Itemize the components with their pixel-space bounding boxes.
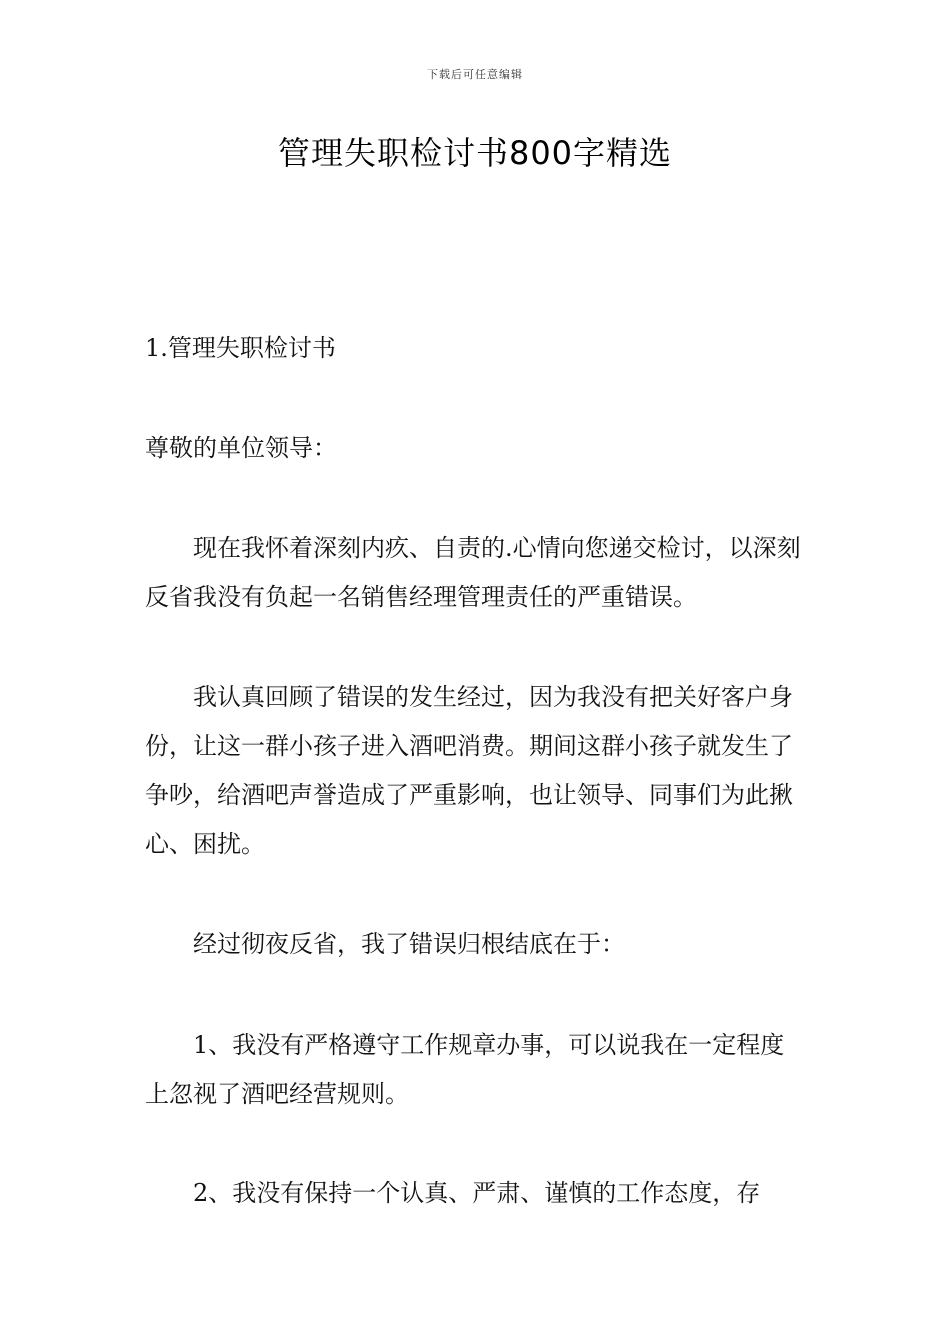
salutation: 尊敬的单位领导： xyxy=(145,434,337,462)
paragraph-2: 我认真回顾了错误的发生经过，因为我没有把关好客户身份，让这一群小孩子进入酒吧消费。期间这群小孩子就发生了争吵，给酒吧声誉造成了严重影响，也让领导、同事们为此揪心、困扰。 xyxy=(145,683,793,858)
paragraph-1: 现在我怀着深刻内疚、自责的.心情向您递交检讨，以深刻反省我没有负起一名销售经理管理责任的严重错误。 xyxy=(145,534,801,611)
paragraph-3: 经过彻夜反省，我了错误归根结底在于： xyxy=(193,930,625,958)
section-heading: 1.管理失职检讨书 xyxy=(145,334,336,362)
paragraph-5: 2、我没有保持一个认真、严肃、谨慎的工作态度，存 xyxy=(193,1179,761,1207)
document-title: 管理失职检讨书800字精选 xyxy=(277,134,673,172)
header-note: 下载后可任意编辑 xyxy=(427,68,523,81)
paragraph-4: 1、我没有严格遵守工作规章办事，可以说我在一定程度上忽视了酒吧经营规则。 xyxy=(145,1031,785,1108)
